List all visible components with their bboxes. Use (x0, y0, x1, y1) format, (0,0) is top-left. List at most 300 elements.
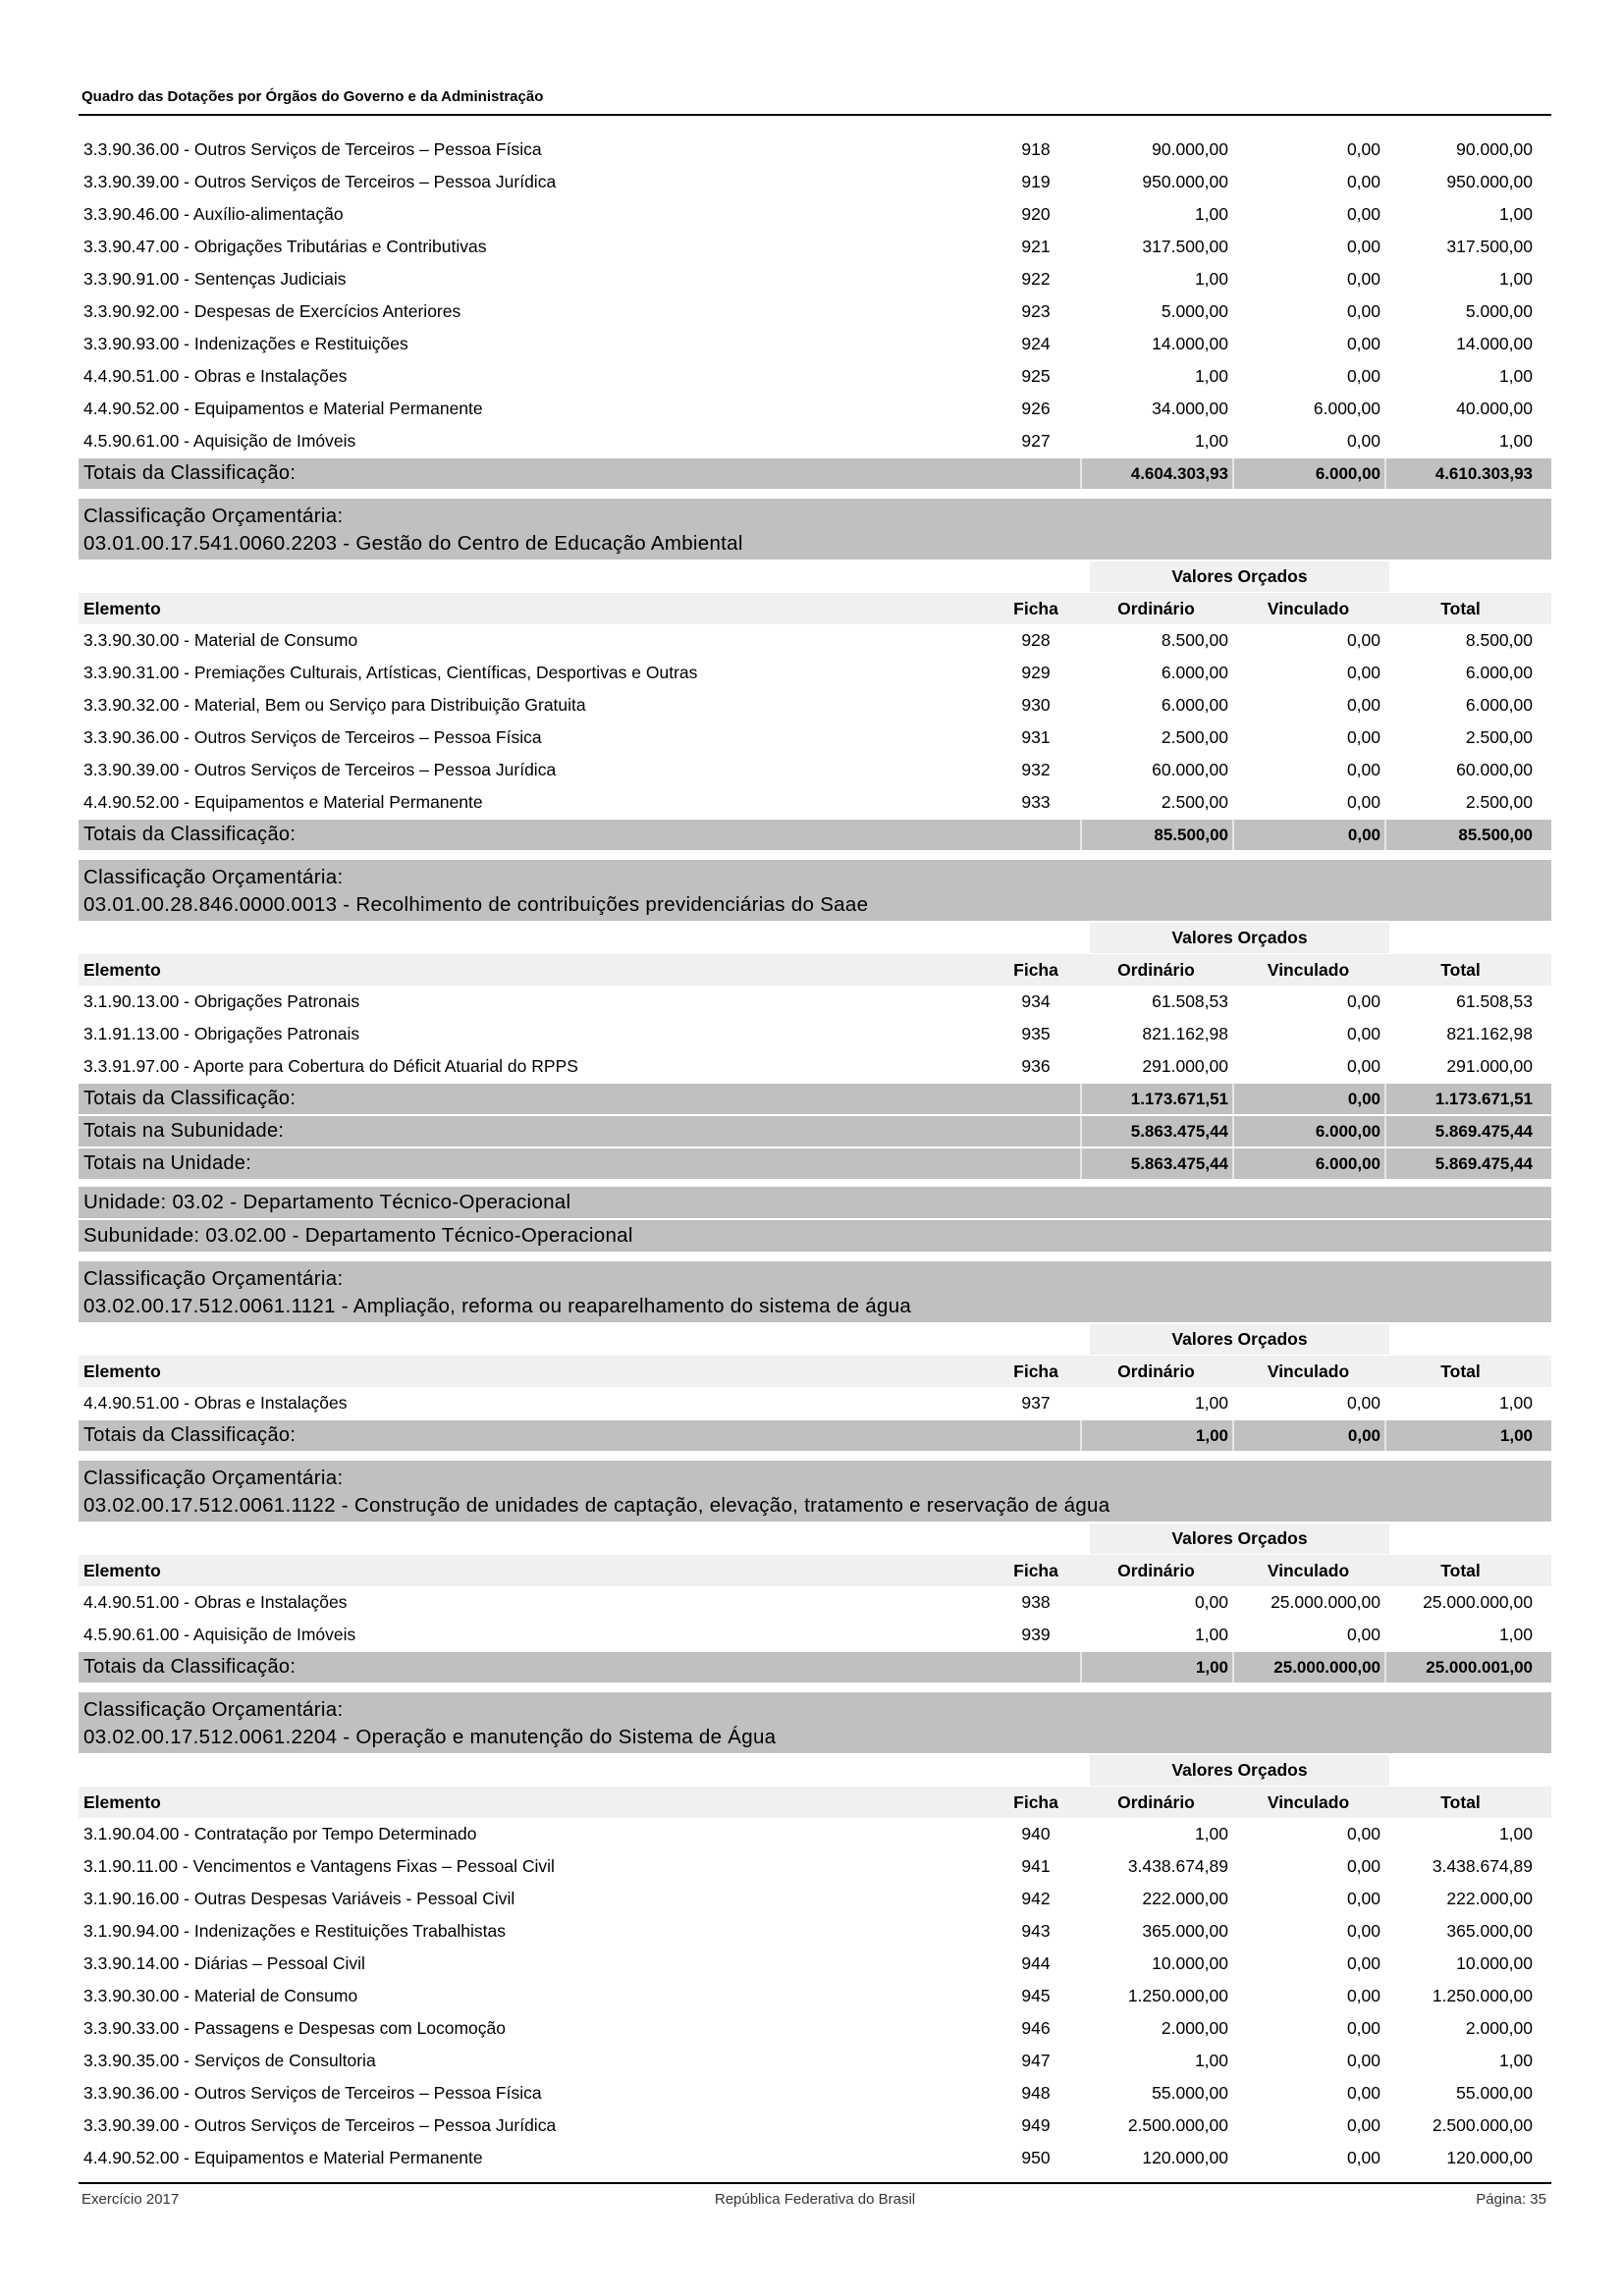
col-elemento: Elemento (83, 1361, 161, 1381)
elemento-cell: 4.4.90.52.00 - Equipamentos e Material Permanente (83, 399, 483, 418)
budget-values-group-header (79, 561, 1551, 592)
vinculado-cell: 0,00 (1346, 269, 1380, 289)
page-number: Página: 35 (1476, 2191, 1546, 2208)
vinculado-cell: 0,00 (1346, 237, 1380, 256)
vinculado-cell: 0,00 (1346, 1625, 1380, 1644)
ordinario-cell: 120.000,00 (1142, 2148, 1228, 2167)
col-elemento: Elemento (83, 598, 161, 618)
total-cell: 40.000,00 (1456, 399, 1533, 418)
vinculado-cell: 0,00 (1346, 1953, 1380, 1973)
col-ordinario: Ordinário (1117, 1361, 1195, 1381)
total-label: Totais da Classificação: (83, 1088, 297, 1109)
vinculado-cell: 0,00 (1346, 1889, 1380, 1908)
table-row (79, 1915, 1551, 1948)
col-vinculado: Vinculado (1267, 1560, 1350, 1580)
table-row (79, 263, 1551, 295)
vinculado-cell: 0,00 (1346, 1024, 1380, 1043)
col-ordinario: Ordinário (1117, 1791, 1195, 1812)
total-total: 5.869.475,44 (1384, 1148, 1537, 1179)
vinculado-cell: 0,00 (1346, 366, 1380, 386)
ordinario-cell: 1,00 (1194, 2051, 1228, 2070)
elemento-cell: 3.3.90.92.00 - Despesas de Exercícios Anteriores (83, 301, 461, 321)
classification-code: 03.02.00.17.512.0061.1122 - Construção de unidades de captação, elevação, tratamento e reservação de água (83, 1494, 1110, 1517)
total-cell: 365.000,00 (1446, 1921, 1533, 1941)
vinculado-cell: 0,00 (1346, 727, 1380, 747)
classification-block-continued (79, 133, 1551, 489)
elemento-cell: 3.3.90.93.00 - Indenizações e Restituições (83, 334, 408, 353)
table-row (79, 1980, 1551, 2012)
vinculado-cell: 0,00 (1346, 991, 1380, 1011)
ficha-cell: 932 (1021, 760, 1051, 779)
ficha-cell: 943 (1021, 1921, 1051, 1941)
ficha-cell: 931 (1021, 727, 1051, 747)
table-row (79, 1619, 1551, 1651)
budget-values-group-header (79, 1324, 1551, 1355)
col-ficha: Ficha (1013, 1361, 1058, 1381)
ficha-cell: 929 (1021, 663, 1051, 682)
total-cell: 1,00 (1498, 269, 1533, 289)
budget-values-group-header (79, 1755, 1551, 1786)
total-ordinario: 5.863.475,44 (1080, 1116, 1232, 1147)
total-total: 85.500,00 (1384, 820, 1537, 850)
ficha-cell: 924 (1021, 334, 1051, 353)
table-row (79, 295, 1551, 328)
total-cell: 1,00 (1498, 431, 1533, 451)
vinculado-cell: 0,00 (1346, 1393, 1380, 1413)
total-cell: 222.000,00 (1446, 1889, 1533, 1908)
elemento-cell: 3.1.90.16.00 - Outras Despesas Variáveis - Pessoal Civil (83, 1889, 515, 1908)
table-row (79, 2077, 1551, 2109)
total-cell: 60.000,00 (1456, 760, 1533, 779)
elemento-cell: 3.3.90.30.00 - Material de Consumo (83, 1986, 358, 2005)
total-ordinario: 1,00 (1080, 1652, 1232, 1682)
ficha-cell: 937 (1021, 1393, 1051, 1413)
total-label: Totais da Classificação: (83, 1424, 297, 1446)
elemento-cell: 3.3.90.35.00 - Serviços de Consultoria (83, 2051, 376, 2070)
classification-header (79, 1461, 1551, 1522)
total-label: Totais na Unidade: (83, 1152, 252, 1174)
total-cell: 1,00 (1498, 204, 1533, 224)
total-cell: 6.000,00 (1465, 663, 1533, 682)
ordinario-cell: 365.000,00 (1142, 1921, 1228, 1941)
ficha-cell: 919 (1021, 172, 1051, 191)
table-row (79, 166, 1551, 198)
ficha-cell: 935 (1021, 1024, 1051, 1043)
elemento-cell: 3.3.90.14.00 - Diárias – Pessoal Civil (83, 1953, 365, 1973)
table-row (79, 328, 1551, 360)
vinculado-cell: 6.000,00 (1313, 399, 1380, 418)
vinculado-cell: 0,00 (1346, 695, 1380, 715)
elemento-cell: 3.3.90.39.00 - Outros Serviços de Terceiros – Pessoa Jurídica (83, 172, 557, 191)
elemento-cell: 3.3.90.36.00 - Outros Serviços de Terceiros – Pessoa Física (83, 139, 542, 159)
elemento-cell: 3.3.91.97.00 - Aporte para Cobertura do Déficit Atuarial do RPPS (83, 1056, 578, 1076)
classification-label: Classificação Orçamentária: (83, 505, 344, 527)
total-cell: 55.000,00 (1456, 2083, 1533, 2103)
total-total: 5.869.475,44 (1384, 1116, 1537, 1147)
footer-divider (79, 2182, 1551, 2184)
ordinario-cell: 60.000,00 (1152, 760, 1228, 779)
elemento-cell: 4.4.90.52.00 - Equipamentos e Material Permanente (83, 792, 483, 812)
total-vinculado: 0,00 (1232, 1084, 1384, 1114)
ficha-cell: 922 (1021, 269, 1051, 289)
unit-header: Unidade: 03.02 - Departamento Técnico-Operacional (79, 1187, 1551, 1218)
total-cell: 317.500,00 (1446, 237, 1533, 256)
col-vinculado: Vinculado (1267, 598, 1350, 618)
ficha-cell: 928 (1021, 630, 1051, 650)
classification-total-row (79, 1084, 1551, 1114)
ordinario-cell: 55.000,00 (1152, 2083, 1228, 2103)
classification-label: Classificação Orçamentária: (83, 1698, 344, 1721)
table-row (79, 1850, 1551, 1883)
ficha-cell: 921 (1021, 237, 1051, 256)
ficha-cell: 938 (1021, 1592, 1051, 1612)
ordinario-cell: 1,00 (1194, 1824, 1228, 1843)
table-row (79, 1948, 1551, 1980)
table-row (79, 360, 1551, 393)
vinculado-cell: 0,00 (1346, 2148, 1380, 2167)
ordinario-cell: 6.000,00 (1161, 663, 1228, 682)
ficha-cell: 926 (1021, 399, 1051, 418)
col-total: Total (1440, 598, 1481, 618)
vinculado-cell: 0,00 (1346, 139, 1380, 159)
vinculado-cell: 0,00 (1346, 1986, 1380, 2005)
classification-label: Classificação Orçamentária: (83, 1267, 344, 1290)
ficha-cell: 948 (1021, 2083, 1051, 2103)
ordinario-cell: 821.162,98 (1142, 1024, 1228, 1043)
col-ordinario: Ordinário (1117, 598, 1195, 618)
vinculado-cell: 0,00 (1346, 2083, 1380, 2103)
total-cell: 1,00 (1498, 2051, 1533, 2070)
total-cell: 1.250.000,00 (1432, 1986, 1533, 2005)
ficha-cell: 941 (1021, 1856, 1051, 1876)
table-row (79, 133, 1551, 166)
ficha-cell: 918 (1021, 139, 1051, 159)
total-cell: 950.000,00 (1446, 172, 1533, 191)
table-header (79, 1555, 1551, 1586)
classification-header (79, 1692, 1551, 1753)
ordinario-cell: 317.500,00 (1142, 237, 1228, 256)
ficha-cell: 942 (1021, 1889, 1051, 1908)
classification-code: 03.02.00.17.512.0061.1121 - Ampliação, reforma ou reaparelhamento do sistema de água (83, 1295, 912, 1317)
col-total: Total (1440, 1560, 1481, 1580)
total-cell: 1,00 (1498, 1824, 1533, 1843)
total-ordinario: 85.500,00 (1080, 820, 1232, 850)
col-total: Total (1440, 1361, 1481, 1381)
elemento-cell: 3.1.90.11.00 - Vencimentos e Vantagens Fixas – Pessoal Civil (83, 1856, 555, 1876)
vinculado-cell: 0,00 (1346, 760, 1380, 779)
col-elemento: Elemento (83, 959, 161, 980)
country-name: República Federativa do Brasil (714, 2191, 916, 2208)
total-ordinario: 5.863.475,44 (1080, 1148, 1232, 1179)
total-cell: 90.000,00 (1456, 139, 1533, 159)
classification-block-2204 (79, 1692, 1551, 2174)
table-row (79, 393, 1551, 425)
ordinario-cell: 2.500,00 (1161, 727, 1228, 747)
elemento-cell: 3.1.91.13.00 - Obrigações Patronais (83, 1024, 360, 1043)
col-elemento: Elemento (83, 1791, 161, 1812)
ficha-cell: 923 (1021, 301, 1051, 321)
valores-orcados-label: Valores Orçados (1090, 923, 1389, 953)
ordinario-cell: 1,00 (1194, 1393, 1228, 1413)
classification-block-1122 (79, 1461, 1551, 1682)
report-content (79, 133, 1551, 2174)
table-row (79, 2109, 1551, 2142)
elemento-cell: 4.4.90.51.00 - Obras e Instalações (83, 1592, 348, 1612)
total-vinculado: 6.000,00 (1232, 1148, 1384, 1179)
col-vinculado: Vinculado (1267, 1791, 1350, 1812)
table-row (79, 1883, 1551, 1915)
vinculado-cell: 0,00 (1346, 204, 1380, 224)
col-total: Total (1440, 1791, 1481, 1812)
ficha-cell: 950 (1021, 2148, 1051, 2167)
classification-total-row (79, 458, 1551, 489)
table-header (79, 954, 1551, 986)
elemento-cell: 3.1.90.13.00 - Obrigações Patronais (83, 991, 360, 1011)
subunit-total-row (79, 1116, 1551, 1147)
ordinario-cell: 1,00 (1194, 1625, 1228, 1644)
elemento-cell: 4.4.90.52.00 - Equipamentos e Material Permanente (83, 2148, 483, 2167)
ordinario-cell: 291.000,00 (1142, 1056, 1228, 1076)
table-row (79, 1387, 1551, 1419)
total-cell: 25.000.000,00 (1423, 1592, 1533, 1612)
header-divider (79, 114, 1551, 116)
ordinario-cell: 5.000,00 (1161, 301, 1228, 321)
elemento-cell: 4.5.90.61.00 - Aquisição de Imóveis (83, 1625, 356, 1644)
col-total: Total (1440, 959, 1481, 980)
report-title: Quadro das Dotações por Órgãos do Governo e da Administração (81, 88, 544, 105)
vinculado-cell: 0,00 (1346, 2051, 1380, 2070)
ficha-cell: 933 (1021, 792, 1051, 812)
elemento-cell: 3.3.90.32.00 - Material, Bem ou Serviço para Distribuição Gratuita (83, 695, 586, 715)
valores-orcados-label: Valores Orçados (1090, 1523, 1389, 1554)
ordinario-cell: 1,00 (1194, 366, 1228, 386)
vinculado-cell: 0,00 (1346, 1921, 1380, 1941)
table-row (79, 1586, 1551, 1619)
total-vinculado: 0,00 (1232, 1420, 1384, 1451)
table-row (79, 198, 1551, 231)
total-cell: 2.500,00 (1465, 727, 1533, 747)
ficha-cell: 936 (1021, 1056, 1051, 1076)
fiscal-year: Exercício 2017 (81, 2191, 180, 2208)
ordinario-cell: 2.500.000,00 (1127, 2115, 1228, 2135)
total-ordinario: 1.173.671,51 (1080, 1084, 1232, 1114)
total-cell: 2.500,00 (1465, 792, 1533, 812)
ordinario-cell: 61.508,53 (1152, 991, 1228, 1011)
total-label: Totais na Subunidade: (83, 1120, 285, 1142)
classification-label: Classificação Orçamentária: (83, 866, 344, 888)
table-row (79, 657, 1551, 689)
vinculado-cell: 0,00 (1346, 431, 1380, 451)
ordinario-cell: 1,00 (1194, 431, 1228, 451)
ficha-cell: 934 (1021, 991, 1051, 1011)
table-row (79, 1818, 1551, 1850)
elemento-cell: 4.5.90.61.00 - Aquisição de Imóveis (83, 431, 356, 451)
ordinario-cell: 0,00 (1194, 1592, 1228, 1612)
table-row (79, 231, 1551, 263)
total-cell: 291.000,00 (1446, 1056, 1533, 1076)
vinculado-cell: 0,00 (1346, 630, 1380, 650)
elemento-cell: 3.3.90.30.00 - Material de Consumo (83, 630, 358, 650)
ficha-cell: 947 (1021, 2051, 1051, 2070)
table-row (79, 2045, 1551, 2077)
classification-code: 03.01.00.28.846.0000.0013 - Recolhimento de contribuições previdenciárias do Saae (83, 893, 869, 916)
total-vinculado: 25.000.000,00 (1232, 1652, 1384, 1682)
table-row (79, 986, 1551, 1018)
table-header (79, 593, 1551, 624)
total-label: Totais da Classificação: (83, 462, 297, 484)
vinculado-cell: 0,00 (1346, 1856, 1380, 1876)
total-ordinario: 4.604.303,93 (1080, 458, 1232, 489)
table-row (79, 624, 1551, 657)
total-total: 4.610.303,93 (1384, 458, 1537, 489)
total-cell: 6.000,00 (1465, 695, 1533, 715)
vinculado-cell: 0,00 (1346, 663, 1380, 682)
elemento-cell: 3.3.90.39.00 - Outros Serviços de Terceiros – Pessoa Jurídica (83, 760, 557, 779)
ordinario-cell: 222.000,00 (1142, 1889, 1228, 1908)
total-ordinario: 1,00 (1080, 1420, 1232, 1451)
vinculado-cell: 0,00 (1346, 792, 1380, 812)
total-cell: 1,00 (1498, 1393, 1533, 1413)
total-label: Totais da Classificação: (83, 1656, 297, 1678)
col-elemento: Elemento (83, 1560, 161, 1580)
total-cell: 10.000,00 (1456, 1953, 1533, 1973)
table-row (79, 1018, 1551, 1050)
total-vinculado: 0,00 (1232, 820, 1384, 850)
ordinario-cell: 8.500,00 (1161, 630, 1228, 650)
classification-header (79, 499, 1551, 560)
total-vinculado: 6.000,00 (1232, 458, 1384, 489)
ficha-cell: 920 (1021, 204, 1051, 224)
table-row (79, 2142, 1551, 2174)
classification-block-0013 (79, 860, 1551, 1179)
ordinario-cell: 3.438.674,89 (1127, 1856, 1228, 1876)
vinculado-cell: 0,00 (1346, 172, 1380, 191)
ficha-cell: 940 (1021, 1824, 1051, 1843)
table-row (79, 689, 1551, 721)
table-row (79, 425, 1551, 457)
ordinario-cell: 2.500,00 (1161, 792, 1228, 812)
classification-header (79, 1261, 1551, 1322)
col-vinculado: Vinculado (1267, 1361, 1350, 1381)
ficha-cell: 930 (1021, 695, 1051, 715)
classification-block-2203 (79, 499, 1551, 850)
elemento-cell: 3.3.90.47.00 - Obrigações Tributárias e Contributivas (83, 237, 487, 256)
ordinario-cell: 1,00 (1194, 204, 1228, 224)
ficha-cell: 939 (1021, 1625, 1051, 1644)
elemento-cell: 3.3.90.36.00 - Outros Serviços de Terceiros – Pessoa Física (83, 2083, 542, 2103)
table-row (79, 1050, 1551, 1083)
elemento-cell: 3.3.90.31.00 - Premiações Culturais, Artísticas, Científicas, Desportivas e Outras (83, 663, 698, 682)
classification-header (79, 860, 1551, 921)
elemento-cell: 3.3.90.33.00 - Passagens e Despesas com Locomoção (83, 2018, 506, 2038)
vinculado-cell: 0,00 (1346, 2018, 1380, 2038)
total-cell: 61.508,53 (1456, 991, 1533, 1011)
table-row (79, 721, 1551, 754)
valores-orcados-label: Valores Orçados (1090, 1755, 1389, 1786)
col-vinculado: Vinculado (1267, 959, 1350, 980)
col-ficha: Ficha (1013, 1791, 1058, 1812)
elemento-cell: 3.3.90.46.00 - Auxílio-alimentação (83, 204, 344, 224)
ordinario-cell: 34.000,00 (1152, 399, 1228, 418)
total-cell: 1,00 (1498, 366, 1533, 386)
total-total: 25.000.001,00 (1384, 1652, 1537, 1682)
total-label: Totais da Classificação: (83, 824, 297, 845)
ordinario-cell: 1.250.000,00 (1127, 1986, 1228, 2005)
table-row (79, 754, 1551, 786)
subunit-header: Subunidade: 03.02.00 - Departamento Técnico-Operacional (79, 1220, 1551, 1252)
vinculado-cell: 0,00 (1346, 1056, 1380, 1076)
elemento-cell: 3.3.90.39.00 - Outros Serviços de Terceiros – Pessoa Jurídica (83, 2115, 557, 2135)
total-vinculado: 6.000,00 (1232, 1116, 1384, 1147)
ordinario-cell: 1,00 (1194, 269, 1228, 289)
total-cell: 1,00 (1498, 1625, 1533, 1644)
total-cell: 14.000,00 (1456, 334, 1533, 353)
classification-total-row (79, 1652, 1551, 1682)
table-row (79, 786, 1551, 819)
unit-total-row (79, 1148, 1551, 1179)
col-ficha: Ficha (1013, 1560, 1058, 1580)
vinculado-cell: 0,00 (1346, 1824, 1380, 1843)
vinculado-cell: 0,00 (1346, 334, 1380, 353)
col-ficha: Ficha (1013, 959, 1058, 980)
ficha-cell: 925 (1021, 366, 1051, 386)
classification-total-row (79, 1420, 1551, 1451)
total-cell: 3.438.674,89 (1432, 1856, 1533, 1876)
ordinario-cell: 14.000,00 (1152, 334, 1228, 353)
col-ordinario: Ordinário (1117, 959, 1195, 980)
vinculado-cell: 0,00 (1346, 301, 1380, 321)
elemento-cell: 4.4.90.51.00 - Obras e Instalações (83, 1393, 348, 1413)
total-total: 1,00 (1384, 1420, 1537, 1451)
col-ficha: Ficha (1013, 598, 1058, 618)
total-cell: 8.500,00 (1465, 630, 1533, 650)
elemento-cell: 3.1.90.94.00 - Indenizações e Restituições Trabalhistas (83, 1921, 506, 1941)
elemento-cell: 4.4.90.51.00 - Obras e Instalações (83, 366, 348, 386)
valores-orcados-label: Valores Orçados (1090, 1324, 1389, 1355)
ficha-cell: 945 (1021, 1986, 1051, 2005)
elemento-cell: 3.1.90.04.00 - Contratação por Tempo Determinado (83, 1824, 477, 1843)
table-header (79, 1787, 1551, 1818)
elemento-cell: 3.3.90.91.00 - Sentenças Judiciais (83, 269, 347, 289)
ordinario-cell: 10.000,00 (1152, 1953, 1228, 1973)
classification-code: 03.01.00.17.541.0060.2203 - Gestão do Centro de Educação Ambiental (83, 532, 743, 555)
total-cell: 821.162,98 (1446, 1024, 1533, 1043)
total-cell: 120.000,00 (1446, 2148, 1533, 2167)
classification-label: Classificação Orçamentária: (83, 1467, 344, 1489)
vinculado-cell: 0,00 (1346, 2115, 1380, 2135)
ordinario-cell: 950.000,00 (1142, 172, 1228, 191)
classification-code: 03.02.00.17.512.0061.2204 - Operação e manutenção do Sistema de Água (83, 1726, 777, 1748)
total-cell: 5.000,00 (1465, 301, 1533, 321)
table-header (79, 1356, 1551, 1387)
classification-total-row (79, 820, 1551, 850)
ordinario-cell: 2.000,00 (1161, 2018, 1228, 2038)
ficha-cell: 946 (1021, 2018, 1051, 2038)
col-ordinario: Ordinário (1117, 1560, 1195, 1580)
elemento-cell: 3.3.90.36.00 - Outros Serviços de Terceiros – Pessoa Física (83, 727, 542, 747)
ficha-cell: 949 (1021, 2115, 1051, 2135)
valores-orcados-label: Valores Orçados (1090, 561, 1389, 592)
classification-block-1121 (79, 1261, 1551, 1451)
budget-values-group-header (79, 923, 1551, 953)
total-total: 1.173.671,51 (1384, 1084, 1537, 1114)
table-row (79, 2012, 1551, 2045)
ordinario-cell: 6.000,00 (1161, 695, 1228, 715)
budget-values-group-header (79, 1523, 1551, 1554)
ordinario-cell: 90.000,00 (1152, 139, 1228, 159)
ficha-cell: 927 (1021, 431, 1051, 451)
total-cell: 2.000,00 (1465, 2018, 1533, 2038)
